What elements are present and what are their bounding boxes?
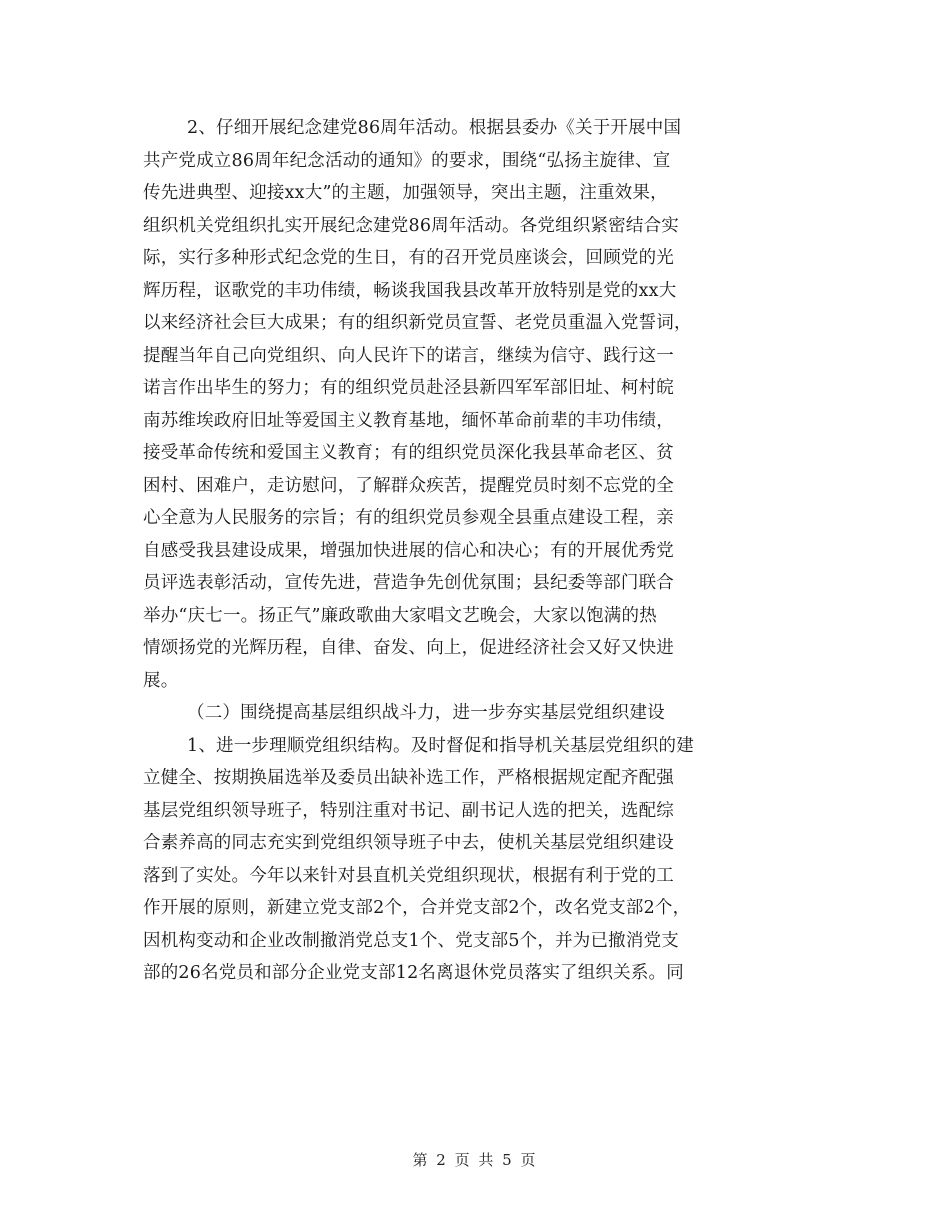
paragraph-line: 落到了实处。今年以来针对县直机关党组织现状，根据有利于党的工 — [143, 865, 674, 886]
paragraph-line: 传先进典型、迎接xx大”的主题，加强领导，突出主题，注重效果， — [143, 183, 668, 203]
paragraph-line: 部的26名党员和部分企业党支部12名离退休党员落实了组织关系。同 — [143, 963, 684, 983]
page-number-footer: 第 2 页 共 5 页 — [412, 1151, 538, 1169]
paragraph-line: 提醒当年自己向党组织、向人民许下的诺言，继续为信守、践行这一 — [143, 345, 674, 366]
paragraph-line: 际，实行多种形式纪念党的生日，有的召开党员座谈会，回顾党的光 — [143, 248, 674, 268]
paragraph-line: 因机构变动和企业改制撤消党总支1个、党支部5个，并为已撤消党支 — [143, 930, 679, 951]
paragraph-line: 情颂扬党的光辉历程，自律、奋发、向上，促进经济社会又好又快进 — [143, 638, 674, 658]
paragraph-line: 共产党成立86周年纪念活动的通知》的要求，围绕“弘扬主旋律、宣 — [143, 150, 671, 171]
paragraph-line: 作开展的原则，新建立党支部2个，合并党支部2个，改名党支部2个， — [143, 898, 691, 918]
paragraph-line: 1、进一步理顺党组织结构。及时督促和指导机关基层党组织的建 — [187, 735, 694, 756]
paragraph-line: 立健全、按期换届选举及委员出缺补选工作，严格根据规定配齐配强 — [143, 768, 674, 788]
paragraph-line: 基层党组织领导班子，特别注重对书记、副书记人选的把关，选配综 — [143, 800, 674, 821]
paragraph-line: 举办“庆七一。扬正气”廉政歌曲大家唱文艺晚会，大家以饱满的热 — [143, 605, 657, 626]
paragraph-line: 心全意为人民服务的宗旨；有的组织党员参观全县重点建设工程，亲 — [143, 508, 674, 528]
paragraph-line: 困村、困难户，走访慰问，了解群众疾苦，提醒党员时刻不忘党的全 — [143, 475, 674, 496]
paragraph-line: 合素养高的同志充实到党组织领导班子中去，使机关基层党组织建设 — [143, 833, 674, 853]
section-heading: （二）围绕提高基层组织战斗力，进一步夯实基层党组织建设 — [187, 703, 665, 723]
paragraph-line: 员评选表彰活动，宣传先进，营造争先创优氛围；县纪委等部门联合 — [143, 573, 674, 593]
paragraph-line: 以来经济社会巨大成果；有的组织新党员宣誓、老党员重温入党誓词， — [143, 313, 692, 333]
paragraph-line: 组织机关党组织扎实开展纪念建党86周年活动。各党组织紧密结合实 — [143, 215, 679, 236]
paragraph-line: 2、仔细开展纪念建党86周年活动。根据县委办《关于开展中国 — [187, 118, 682, 138]
paragraph-line: 诺言作出毕生的努力；有的组织党员赴泾县新四军军部旧址、柯村皖 — [143, 378, 674, 398]
paragraph-line: 接受革命传统和爱国主义教育；有的组织党员深化我县革命老区、贫 — [143, 443, 674, 463]
paragraph-line: 自感受我县建设成果，增强加快进展的信心和决心；有的开展优秀党 — [143, 540, 674, 561]
paragraph-line: 展。 — [143, 670, 179, 691]
paragraph-line: 辉历程，讴歌党的丰功伟绩，畅谈我国我县改革开放特别是党的xx大 — [143, 280, 677, 301]
paragraph-line: 南苏维埃政府旧址等爱国主义教育基地，缅怀革命前辈的丰功伟绩， — [143, 410, 674, 431]
body-text — [143, 112, 808, 990]
